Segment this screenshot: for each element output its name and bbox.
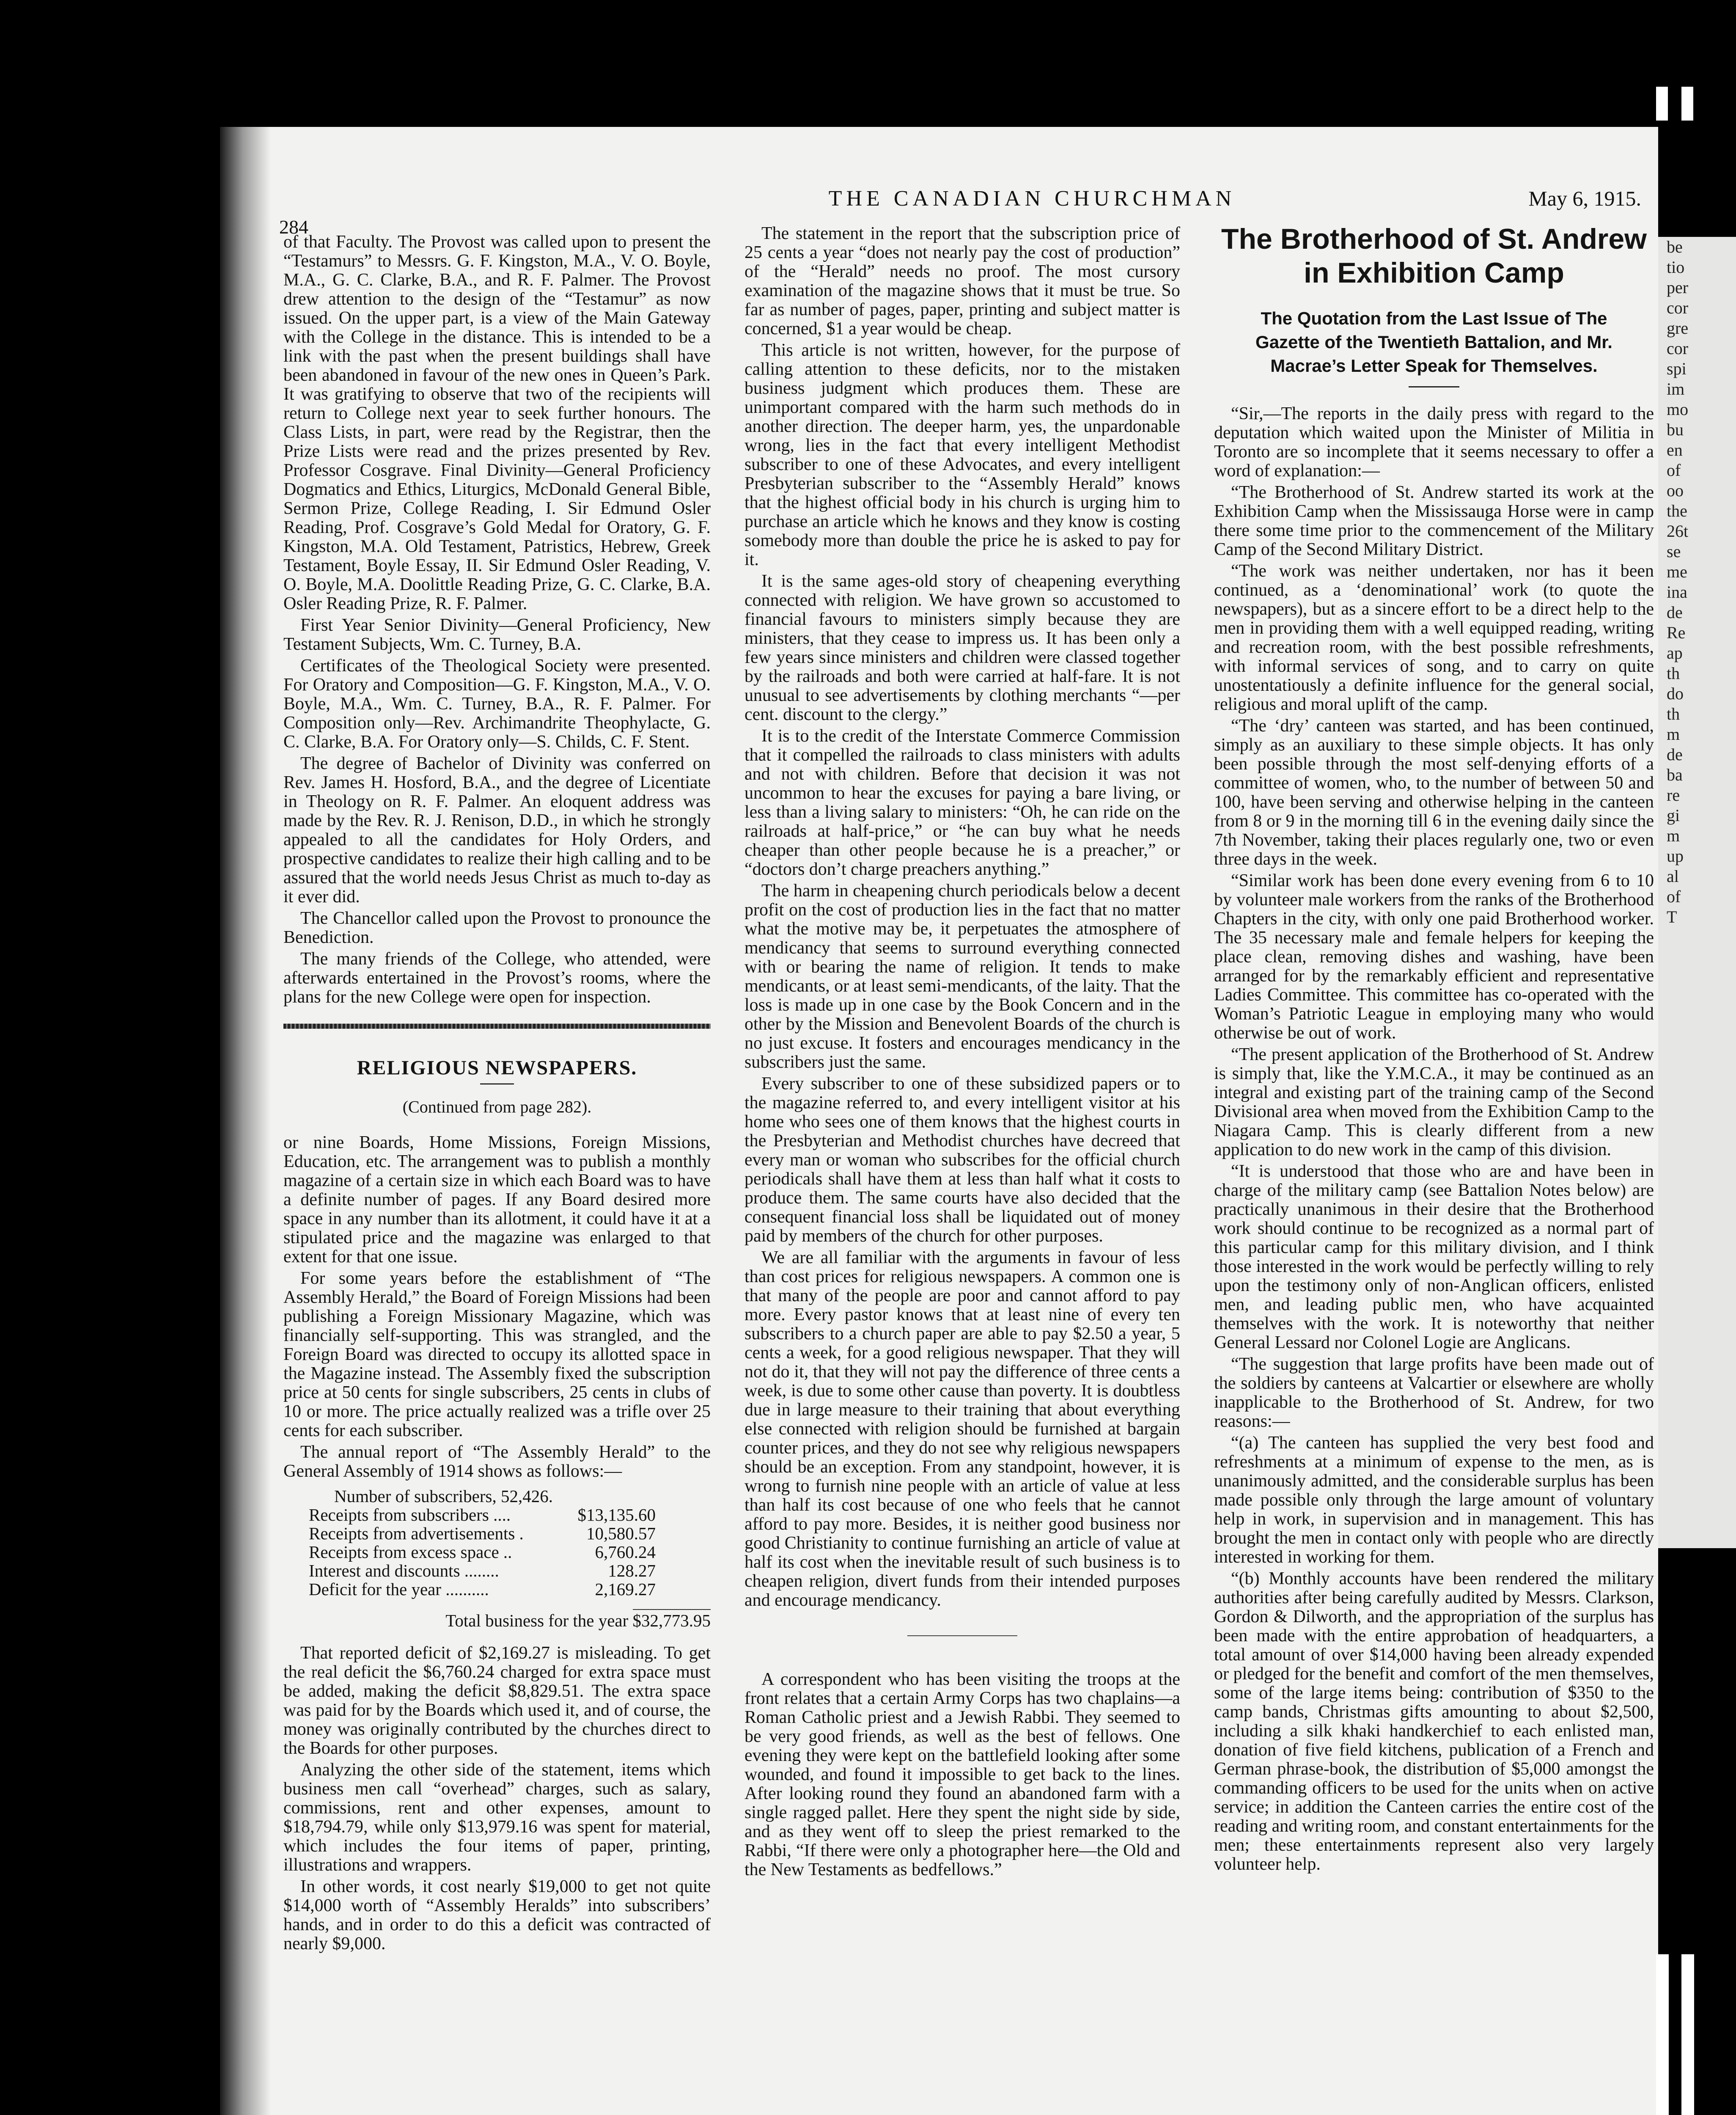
adjacent-page-fragment: bu xyxy=(1667,420,1684,439)
adjacent-page-text xyxy=(1658,237,1736,927)
paragraph: The annual report of “The Assembly Herald” to the General Assembly of 1914 shows as follows:— xyxy=(283,1442,711,1481)
adjacent-page-fragment: re xyxy=(1667,786,1680,805)
adjacent-page-fragment: oo xyxy=(1667,481,1684,500)
page-number: 284 xyxy=(279,216,308,238)
binding-clip-bottom-1 xyxy=(1656,1954,1669,2115)
paragraph: “The work was neither undertaken, nor has it been continued, as a ‘denominational’ work (to quote the newspapers), but as a sincere effort to be a direct help to the men in providing them with a well equipped reading, writing and recreation room, with the best possible refreshments, with informal services of song, and to carry on quite unostentatiously a definite influence for the general social, religious and moral uplift of the camp. xyxy=(1214,561,1654,714)
adjacent-page-fragment: gi xyxy=(1667,806,1680,825)
column-3 xyxy=(1214,222,1654,1876)
adjacent-page-fragment: of xyxy=(1667,887,1681,906)
adjacent-page-fragment: Re xyxy=(1667,623,1686,642)
figure-row xyxy=(309,1543,656,1561)
adjacent-page-fragment: m xyxy=(1667,826,1680,845)
figure-label: Interest and discounts ........ xyxy=(309,1561,499,1580)
paragraph: “The present application of the Brotherhood of St. Andrew is simply that, like the Y.M.C.A., it may be continued as an integral and existing part of the training camp of the Second Divisional area when moved from the Exhibition Camp to the Niagara Camp. This is clearly different from a new application to do new work in the camp of this division. xyxy=(1214,1045,1654,1159)
binding-clip-top-1 xyxy=(1656,87,1668,121)
financial-figures xyxy=(309,1487,656,1599)
adjacent-page-fragment: up xyxy=(1667,846,1684,865)
newspaper-page xyxy=(220,127,1658,2115)
figure-row xyxy=(309,1561,656,1580)
figure-row xyxy=(309,1580,656,1599)
adjacent-page-fragment: th xyxy=(1667,664,1680,683)
paragraph: “(b) Monthly accounts have been rendered the military authorities after being carefully audited by Messrs. Clarkson, Gordon & Dilworth, and the appropriation of the surplus has been made with the entire approbation of headquarters, a total amount of over $14,000 having been already expended or pledged for the benefit and comfort of the men themselves, some of the large items being: contribution of $350 to the camp bands, Christmas gifts amounting to about $2,500, including a silk khaki handkerchief to each enlisted man, donation of five field kitchens, publication of a French and German phrase-book, the distribution of $5,000 amongst the commanding officers to be used for the units when on active service; in addition the Canteen carries the entire cost of the reading and writing room, and constant entertainments for the men; these entertainments represent also very largely volunteer help. xyxy=(1214,1569,1654,1874)
paragraph: It is the same ages-old story of cheapening everything connected with religion. We have grown so accustomed to financial favours to ministers simply because they are ministers, that they cease to impress us. It has been only a few years since ministers and children were classed together by the railroads and both were carried at half-fare. It is not unusual to see advertisements by clothing merchants “—per cent. discount to the clergy.” xyxy=(744,571,1180,724)
paragraph: The many friends of the College, who attended, were afterwards entertained in the Provost’s rooms, where the plans for the new College were open for inspection. xyxy=(283,949,711,1007)
binding-clip-top-2 xyxy=(1681,87,1693,121)
adjacent-page-fragment: be xyxy=(1667,237,1683,256)
adjacent-page-fragment: ina xyxy=(1667,582,1687,602)
paragraph: The Chancellor called upon the Provost to pronounce the Benediction. xyxy=(283,909,711,947)
adjacent-page-fragment: per xyxy=(1667,278,1689,297)
adjacent-page-fragment: en xyxy=(1667,440,1683,459)
paragraph: Analyzing the other side of the statement, items which business men call “overhead” charges, such as salary, commissions, rent and other expenses, amount to $18,794.79, while only $13,979.16 was spent for material, which includes the four items of paper, printing, illustrations and wrappers. xyxy=(283,1760,711,1875)
adjacent-page-fragment: spi xyxy=(1667,359,1687,378)
figure-amount: $13,135.60 xyxy=(577,1505,656,1524)
adjacent-page-fragment: the xyxy=(1667,501,1687,520)
article-subheadline: The Quotation from the Last Issue of The Gazette of the Twentieth Battalion, and Mr. Macrae’s Letter Speak for Themselves. xyxy=(1255,308,1612,376)
figure-row xyxy=(309,1524,656,1543)
adjacent-page-fragment: de xyxy=(1667,603,1683,622)
paragraph: This article is not written, however, for the purpose of calling attention to these deficits, nor to the mistaken business judgment which produces them. These are unimportant compared with the harm such methods do in another direction. The deeper harm, yes, the unpardonable wrong, lies in the fact that every intelligent Methodist subscriber to one of these Advocates, and every intelligent Presbyterian subscriber to the “Assembly Herald” knows that the highest official body in his church is urging him to purchase an article which he knows and they know is costing somebody more than double the price he is asked to pay for it. xyxy=(744,341,1180,569)
paragraph: The statement in the report that the subscription price of 25 cents a year “does not nearly pay the cost of production” of the “Herald” needs no proof. The most cursory examination of the magazine shows that it must be true. So far as number of pages, paper, printing and subject matter is concerned, $1 a year would be cheap. xyxy=(744,224,1180,338)
figure-row xyxy=(309,1505,656,1524)
scan-border-left xyxy=(0,0,220,2115)
paragraph: We are all familiar with the arguments in favour of less than cost prices for religious newspapers. A common one is that many of the people are poor and cannot afford to pay more. Every pastor knows that at least nine of every ten subscribers to a church paper are able to pay $2.50 a year, 5 cents a week, for a good religious newspaper. That they will not do it, that they will not pay the difference of three cents a week, is due to some other cause than poverty. It is doubtless due in large measure to their training that about everything else connected with religion should be furnished at bargain counter prices, and they do not see why religious newspapers should be an exception. From any standpoint, however, it is wrong to furnish nine people with an article of value at less than half its cost because of one who feels that he cannot afford to pay more. Besides, it is neither good business nor good Christianity to continue furnishing an article of value at half its cost when the inevitable result of such business is to cheapen religion, divert funds from their intended purposes and encourage mendicancy. xyxy=(744,1248,1180,1610)
adjacent-page-fragment: de xyxy=(1667,745,1683,764)
paragraph: For some years before the establishment of “The Assembly Herald,” the Board of Foreign Missions had been publishing a Foreign Missionary Magazine, which was financially self-supporting. This was strangled, and the Foreign Board was directed to occupy its allotted space in the Magazine instead. The Assembly fixed the subscription price at 50 cents for single subscribers, 25 cents in clubs of 10 or more. The price actually realized was a trifle over 25 cents for each subscriber. xyxy=(283,1269,711,1440)
adjacent-page-fragment: do xyxy=(1667,684,1684,703)
adjacent-page-fragment: im xyxy=(1667,379,1685,398)
adjacent-page-fragment: 26t xyxy=(1667,522,1689,541)
paragraph: First Year Senior Divinity—General Proficiency, New Testament Subjects, Wm. C. Turney, B.A. xyxy=(283,615,711,654)
paragraph: of that Faculty. The Provost was called upon to present the “Testamurs” to Messrs. G. F. Kingston, M.A., V. O. Boyle, M.A., G. C. Clarke, B.A., and R. F. Palmer. The Provost drew attention to the design of the “Testamur” as now issued. On the upper part, is a view of the Main Gateway with the College in the distance. This is intended to be a link with the past when the present buildings shall have been abandoned in favour of the new ones in Queen’s Park. It was gratifying to observe that two of the recipients will return to College next year to seek further honours. The Class Lists, in part, were read by the Registrar, then the Prize Lists were read and the prizes presented by Rev. Professor Cosgrave. Final Divinity—General Proficiency Dogmatics and Ethics, Liturgics, McDonald General Bible, Sermon Prize, College Reading, I. Sir Edmund Osler Reading, Prof. Cosgrave’s Gold Medal for Oratory, G. F. Kingston, M.A. Old Testament, Patristics, Hebrew, Greek Testament, Boyle Essay, II. Sir Edmund Osler Reading, V. O. Boyle, M.A. Doolittle Reading Prize, G. C. Clarke, B.A. Osler Reading Prize, R. F. Palmer. xyxy=(283,232,711,613)
paragraph: “(a) The canteen has supplied the very best food and refreshments at a minimum of expense to the men, as is unanimously admitted, and the considerable surplus has been made possible only through the large amount of voluntary help in work, in supervision and in management. This has brought the men in contact only with people who are directly interested in working for them. xyxy=(1214,1433,1654,1567)
adjacent-page-fragment: se xyxy=(1667,542,1681,561)
figure-label: Receipts from subscribers .... xyxy=(309,1505,511,1524)
paragraph: The degree of Bachelor of Divinity was conferred on Rev. James H. Hosford, B.A., and the degree of Licentiate in Theology on R. F. Palmer. An eloquent address was made by the Rev. R. J. Renison, D.D., in which he strongly appealed to all the candidates for Holy Orders, and prospective candidates to realize their high calling and to be assured that the world needs Jesus Christ as much to-day as it ever did. xyxy=(283,754,711,906)
paragraph: Certificates of the Theological Society were presented. For Oratory and Composition—G. F. Kingston, M.A., V. O. Boyle, M.A., Wm. C. Turney, B.A., R. F. Palmer. For Composition only—Rev. Archimandrite Theophylacte, G. C. Clarke, B.A. For Oratory only—S. Childs, C. F. Stent. xyxy=(283,656,711,752)
subhead-rule xyxy=(1409,386,1459,387)
paragraph: “The suggestion that large profits have been made out of the soldiers by canteens at Valcartier or elsewhere are wholly inapplicable to the Brotherhood of St. Andrew, for two reasons:— xyxy=(1214,1354,1654,1431)
total-business-line xyxy=(283,1611,711,1630)
paragraph: “Similar work has been done every evening from 6 to 10 by volunteer male workers from the ranks of the Brotherhood Chapters in the city, with only one paid Brotherhood worker. The 35 necessary male and female helpers for keeping the place clean, removing dishes and washing, have been arranged for by the remarkably efficient and representative Ladies Committee. This committee has co-operated with the Woman’s Patriotic League in employing many who would otherwise be out of work. xyxy=(1214,871,1654,1043)
figure-amount: 128.27 xyxy=(608,1561,656,1580)
paragraph: In other words, it cost nearly $19,000 to get not quite $14,000 worth of “Assembly Heralds” into subscribers’ hands, and in order to do this a deficit was contracted of nearly $9,000. xyxy=(283,1877,711,1953)
paragraph: A correspondent who has been visiting the troops at the front relates that a certain Army Corps has two chaplains—a Roman Catholic priest and a Jewish Rabbi. They seemed to be very good friends, as well as the best of fellows. One evening they were kept on the battlefield looking after some wounded, and found it impossible to get back to the lines. After looking round they found an abandoned farm with a single ragged pallet. Here they spent the night side by side, and as they went off to sleep the priest remarked to the Rabbi, “If there were only a photographer here—the Old and the New Testaments as bedfellows.” xyxy=(744,1670,1180,1879)
subscriber-count: Number of subscribers, 52,426. xyxy=(334,1486,553,1506)
adjacent-page-fragment: mo xyxy=(1667,400,1689,419)
paragraph: or nine Boards, Home Missions, Foreign Missions, Education, etc. The arrangement was to publish a monthly magazine of a certain size in which each Board was to have a definite number of pages. If any Board desired more space in any number than its allotment, it could have it at a stipulated price and the magazine was enlarged to that extent for that one issue. xyxy=(283,1133,711,1266)
paragraph: That reported deficit of $2,169.27 is misleading. To get the real deficit the $6,760.24 charged for extra space must be added, making the deficit $8,829.51. The extra space was paid for by the Boards which used it, and of course, the money was originally contributed by the churches direct to the Boards for other purposes. xyxy=(283,1643,711,1758)
paragraph: “It is understood that those who are and have been in charge of the military camp (see Battalion Notes below) are practically unanimous in their desire that the Brotherhood work should continue to be recognized as a normal part of this particular camp for this military division, and I think those interested in the work would be perfectly willing to rely upon the testimony only of non-Anglican officers, enlisted men, and leading public men, who have acquainted themselves with the work. It is noteworthy that neither General Lessard nor Colonel Logie are Anglicans. xyxy=(1214,1162,1654,1352)
paragraph: “Sir,—The reports in the daily press with regard to the deputation which waited upon the Minister of Militia in Toronto are so incomplete that it seems necessary to offer a word of explanation:— xyxy=(1214,404,1654,481)
paragraph: It is to the credit of the Interstate Commerce Commission that it compelled the railroads to class ministers with adults and not with children. Before that decision it was not uncommon to hear the excuses for paying a bare living, or less than a living salary to ministers: “Oh, he can ride on the railroads at half-price,” or “he can buy what he needs cheaper than other people because he is a preacher,” or “doctors don’t charge preachers anything.” xyxy=(744,726,1180,879)
paragraph: The harm in cheapening church periodicals below a decent profit on the cost of production lies in the fact that no matter what the motive may be, it perpetuates the atmosphere of mendicancy that seems to surround everything connected with or bearing the name of religion. It tends to make mendicants, or at least semi-mendicants, of the laity. That the loss is made up in one case by the Book Concern and in the other by the Mission and Benevolent Boards of the church is no just excuse. It fosters and encourages mendicancy in the subscribers just the same. xyxy=(744,881,1180,1072)
continued-note: (Continued from page 282). xyxy=(402,1097,592,1116)
adjacent-page-fragment: me xyxy=(1667,562,1687,581)
adjacent-page-fragment: tio xyxy=(1667,258,1685,277)
adjacent-page-fragment: ap xyxy=(1667,643,1683,662)
adjacent-page-fragment: al xyxy=(1667,867,1679,886)
total-amount: $32,773.95 xyxy=(633,1609,711,1630)
adjacent-page-fragment: gre xyxy=(1667,319,1689,338)
section-title: RELIGIOUS NEWSPAPERS. xyxy=(357,1057,637,1079)
column-1 xyxy=(283,233,711,1956)
adjacent-page-fragment: T xyxy=(1667,907,1677,926)
page-header xyxy=(279,186,1641,238)
masthead: THE CANADIAN CHURCHMAN xyxy=(828,187,1236,211)
adjacent-page-fragment: cor xyxy=(1667,298,1689,317)
column-2 xyxy=(744,224,1180,1882)
binding-clip-bottom-2 xyxy=(1681,1954,1694,2115)
figure-amount: 10,580.57 xyxy=(586,1524,656,1543)
paragraph: Every subscriber to one of these subsidized papers or to the magazine referred to, and every intelligent visitor at his home who sees one of them knows that the highest courts in the Presbyterian and Methodist churches have decreed that every man or woman who subscribes for the official church periodicals shall have them at less than half what it costs to produce them. The same courts have also decided that the consequent financial loss shall be liquidated out of money paid by members of the church for other purposes. xyxy=(744,1074,1180,1246)
figure-amount: 2,169.27 xyxy=(595,1579,656,1599)
adjacent-page-fragment: of xyxy=(1667,461,1681,480)
paragraph: “The ‘dry’ canteen was started, and has been continued, simply as an auxiliary to these simple objects. It has only been possible through the most self-denying efforts of a committee of women, who, to the number of between 50 and 100, have been serving and otherwise helping in the canteen from 8 or 9 in the morning till 6 in the evening daily since the 7th November, taking their places regularly one, two or even three days in the week. xyxy=(1214,716,1654,869)
figure-label: Receipts from advertisements . xyxy=(309,1524,524,1543)
binding-gutter-shadow xyxy=(220,127,271,2115)
total-label: Total business for the year xyxy=(445,1611,629,1630)
figure-label: Receipts from excess space .. xyxy=(309,1542,512,1562)
issue-date: May 6, 1915. xyxy=(1528,187,1641,210)
paragraph: “The Brotherhood of St. Andrew started its work at the Exhibition Camp when the Mississauga Horse were in camp there some time prior to the commencement of the Military Camp of the Second Military District. xyxy=(1214,483,1654,559)
article-headline: The Brotherhood of St. Andrew in Exhibition Camp xyxy=(1221,223,1647,289)
adjacent-page-fragment: cor xyxy=(1667,339,1689,358)
adjacent-page-fragment: ba xyxy=(1667,765,1683,784)
figure-amount: 6,760.24 xyxy=(595,1542,656,1562)
section-divider xyxy=(283,1024,711,1029)
article-divider xyxy=(907,1635,1017,1636)
figure-label: Deficit for the year .......... xyxy=(309,1579,489,1599)
adjacent-page-fragment: th xyxy=(1667,704,1680,723)
title-dash xyxy=(480,1083,514,1085)
adjacent-page-fragment: m xyxy=(1667,725,1680,744)
adjacent-page-edge xyxy=(1658,237,1736,1548)
